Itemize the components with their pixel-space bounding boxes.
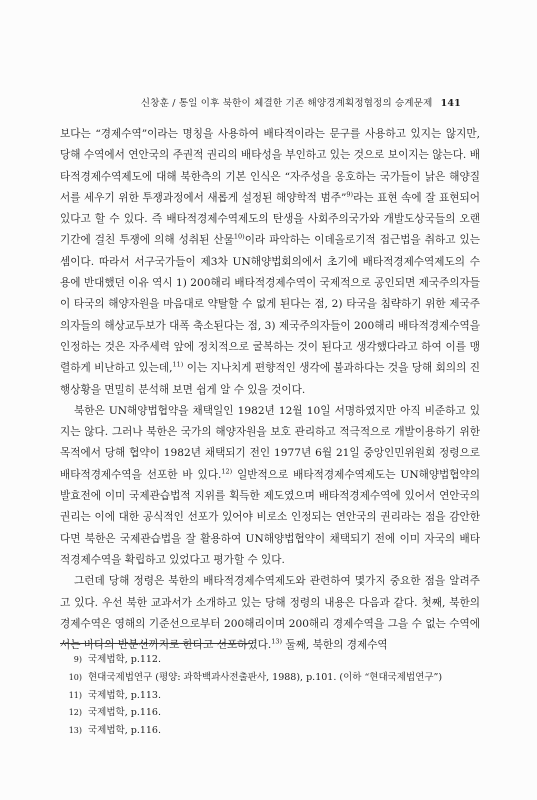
footnote-ref: 11) xyxy=(172,360,184,369)
footnote-text: 현대국제법연구 (평양: 과학백과사전출판사, 1988), p.101. (이하 “현대국제법연구”) xyxy=(88,671,443,683)
footnotes xyxy=(60,651,480,740)
text-run: 이는 지나치게 편향적인 생각에 불과하다는 것을 당해 회의의 진행상황을 면밀히 분석해 보면 쉽게 알 수 있을 것이다. xyxy=(60,362,480,396)
text-run: 북한은 UN해양법협약을 채택일인 1982년 12월 10일 서명하였지만 아직 비준하고 있지는 않다. 그러나 북한은 국가의 해양자원을 보호 관리하고 적극적으로 개발이용하기 위한 목적에서 당해 협약이 1982년 채택되기 전인 1977년 6월 21일 중앙인민위원회 정령으로 배타적경제수역을 선포한 바 있다. xyxy=(60,404,480,481)
running-header xyxy=(141,95,461,109)
footnote-ref: 12) xyxy=(221,467,233,476)
footnote-item xyxy=(60,651,480,669)
footnote-text: 국제법학, p.112. xyxy=(88,654,162,665)
footnote-divider xyxy=(60,643,253,644)
paragraph xyxy=(60,401,480,571)
running-title: 신창훈 / 통일 이후 북한이 체결한 기존 해양경계획정협정의 승계문제 xyxy=(140,98,433,109)
footnote-text: 국제법학, p.116. xyxy=(88,725,162,737)
footnote-ref: 13) xyxy=(271,637,283,646)
footnote-item xyxy=(60,722,480,740)
footnote-number: 12) xyxy=(68,708,82,718)
footnote-ref: 9) xyxy=(346,190,354,199)
footnote-ref: 10) xyxy=(233,232,245,241)
text-run: 라는 표현 속에 잘 표현되어 있다고 할 수 있다. 즉 배타적경제수역제도의 탄생을 사회주의국가와 개발도상국들의 오랜기간에 걸친 투쟁에 의해 성취된 산물 xyxy=(60,191,480,247)
text-run: 보다는 “경제수역”이라는 명칭을 사용하여 배타적이라는 문구를 사용하고 있지는 않지만, 당해 수역에서 연안국의 주권적 권리의 배타성을 부인하고 있는 것으로 보이지는 않는다. 배타적경제수역제도에 대해 북한측의 기본 인식은 “자주성을 옹호하는 국가들이 낡은 해양질서를 세우기 위한 투쟁과정에서 새롭게 설정된 해양학적 범주” xyxy=(60,128,480,204)
footnote-number: 9) xyxy=(73,655,82,664)
footnote-item xyxy=(60,669,480,687)
text-run: 둘째, 북한의 경제수역 xyxy=(282,639,388,652)
footnote-text: 국제법학, p.113. xyxy=(88,689,162,701)
footnote-item xyxy=(60,687,480,705)
text-run: 이라 파악하는 이데올로기적 접근법을 취하고 있는 셈이다. 따라서 서구국가들이 제3차 UN해양법회의에서 초기에 배타적경제수역제도의 수용에 반대했던 이유 역시 1) 200해리 배타적경제수역이 국제적으로 공인되면 제국주의자들이 타국의 해양자원을 마음대로 약탈할 수 없게 된다는 점, 2) 타국을 침략하기 위한 제국주의자들의 해상교두보가 대폭 축소된다는 점, 3) 제국주의자들이 200해리 배타적경제수역을 인정하는 것은 자주세력 앞에 정치적으로 굴복하는 것이 된다고 생각했다라고 하여 이를 맹렬하게 비난하고 있는데, xyxy=(60,234,480,375)
footnote-number: 10) xyxy=(68,672,82,682)
footnote-number: 13) xyxy=(68,726,82,736)
paragraph xyxy=(60,124,480,401)
footnote-item xyxy=(60,704,480,722)
footnote-number: 11) xyxy=(68,690,82,700)
text-run: 그런데 당해 정령은 북한의 배타적경제수역제도와 관련하여 몇가지 중요한 점을 알려주고 있다. 우선 북한 교과서가 소개하고 있는 당해 정령의 내용은 다음과 같다. 첫째, 북한의 경제수역은 영해의 기준선으로부터 200해리이며 200해리 경제수역을 그을 수 없는 수역에서는 바다의 반분선까지로 한다고 선포하였다. xyxy=(60,575,480,652)
footnote-text: 국제법학, p.116. xyxy=(88,707,162,719)
page-number: 141 xyxy=(440,98,461,109)
text-run: 일반적으로 배타적경제수역제도는 UN해양법협약의 발효전에 이미 국제관습법적 지위를 획득한 제도였으며 배타적경제수역에 있어서 연안국의 권리는 이에 대한 공식적인 선포가 있어야 비로소 인정되는 연안국의 권리라는 점을 감안한다면 북한은 국제관습법을 잘 활용하여 UN해양법협약이 채택되기 전에 이미 자국의 배타적경제수역을 확립하고 있었다고 평가할 수 있다. xyxy=(60,468,480,566)
body-text xyxy=(60,124,480,656)
